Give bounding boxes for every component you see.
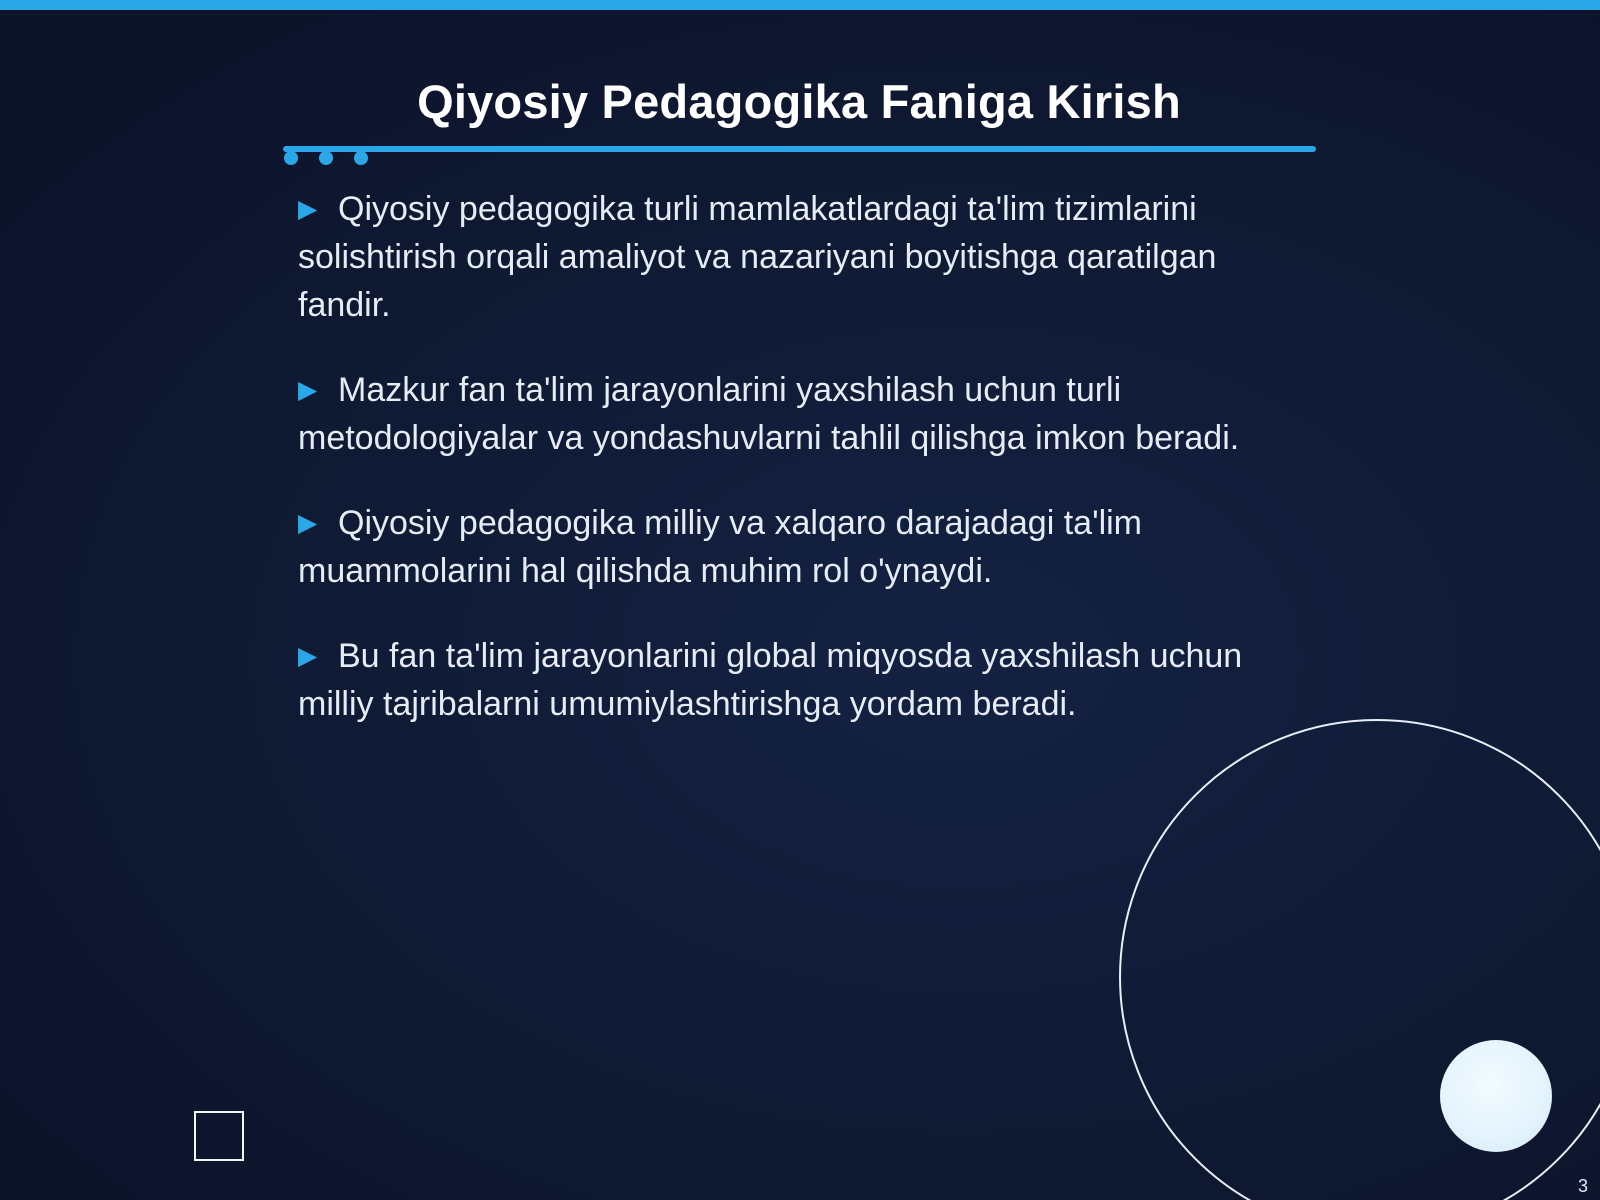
decorative-square — [194, 1111, 244, 1161]
decorative-dot-2 — [319, 151, 333, 165]
page-number: 3 — [1577, 1176, 1588, 1196]
bullet-item-3 — [298, 499, 1303, 595]
title-underline — [283, 146, 1316, 152]
triangle-right-icon: ▶ — [298, 509, 318, 537]
top-accent-bar — [0, 0, 1600, 10]
bullet-item-2 — [298, 366, 1303, 462]
bullet-item-1 — [298, 185, 1303, 329]
triangle-right-icon: ▶ — [298, 376, 318, 404]
bullet-text-2: Mazkur fan ta'lim jarayonlarini yaxshilash uchun turli metodologiyalar va yondashuvlarni tahlil qilishga imkon beradi. — [298, 371, 1240, 457]
bullet-text-1: Qiyosiy pedagogika turli mamlakatlardagi ta'lim tizimlarini solishtirish orqali amaliyot va nazariyani boyitishga qaratilgan fandir. — [298, 190, 1217, 324]
bullet-item-4 — [298, 632, 1303, 728]
bullet-list — [298, 185, 1303, 765]
bullet-text-3: Qiyosiy pedagogika milliy va xalqaro darajadagi ta'lim muammolarini hal qilishda muhim rol o'ynaydi. — [298, 504, 1142, 590]
decorative-dot-3 — [354, 151, 368, 165]
bullet-text-4: Bu fan ta'lim jarayonlarini global miqyosda yaxshilash uchun milliy tajribalarni umumiylashtirishga yordam beradi. — [298, 637, 1243, 723]
triangle-right-icon: ▶ — [298, 642, 318, 670]
decorative-dot-1 — [284, 151, 298, 165]
slide-title: Qiyosiy Pedagogika Faniga Kirish — [417, 75, 1181, 128]
triangle-right-icon: ▶ — [298, 195, 318, 223]
decorative-filled-circle — [1440, 1040, 1552, 1152]
